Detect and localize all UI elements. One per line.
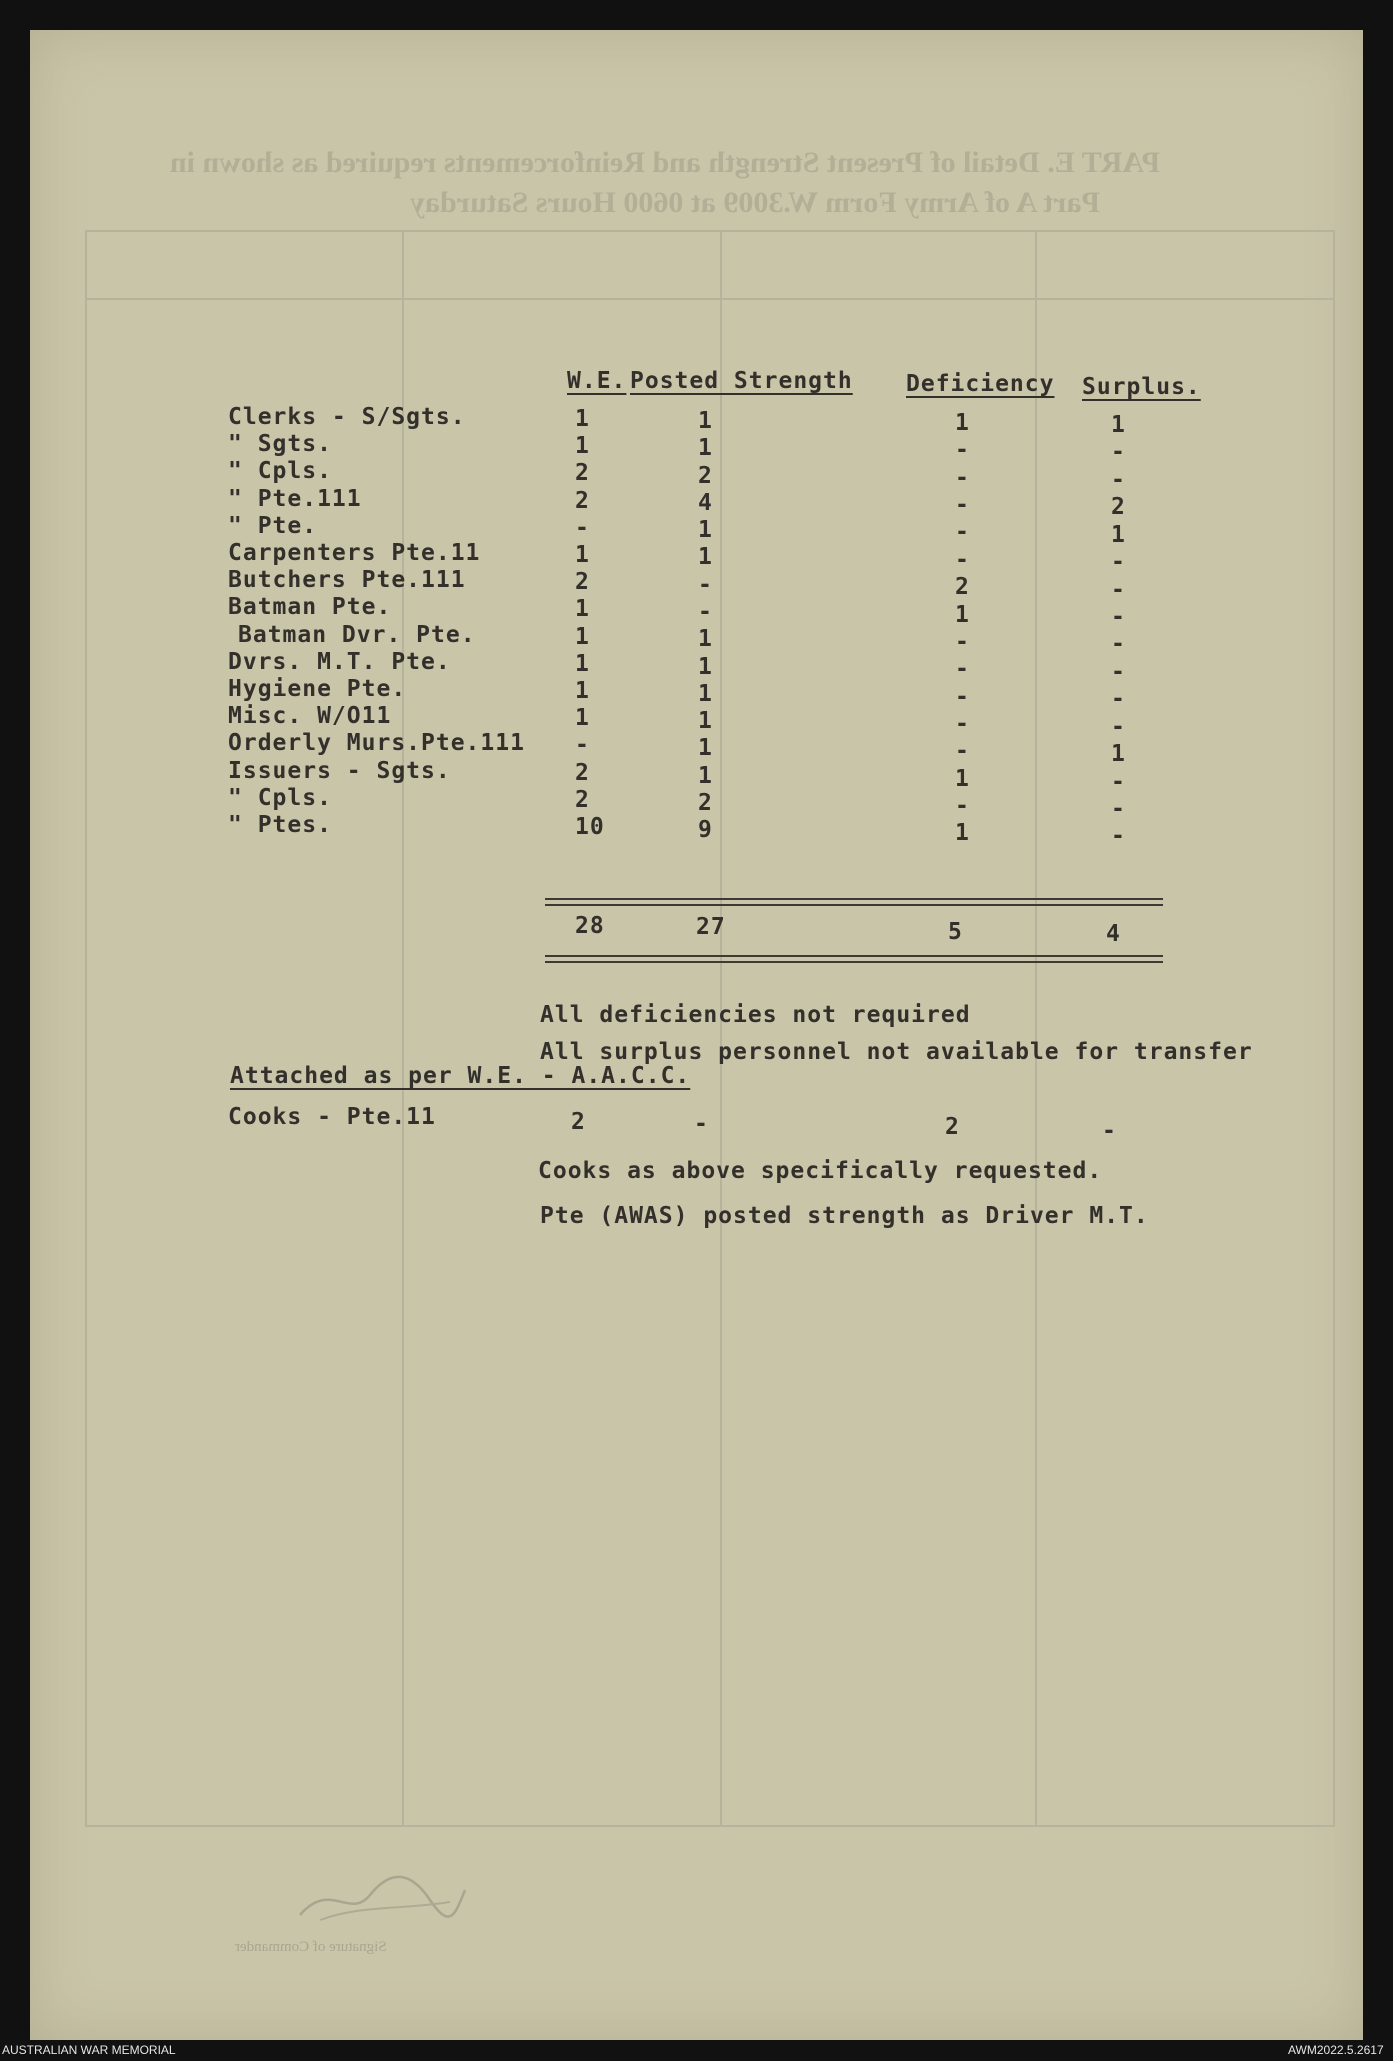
row-deficiency-cell: 2 xyxy=(955,574,970,601)
table-header-surplus: Surplus. xyxy=(1082,374,1201,400)
showthrough-rule xyxy=(85,1825,1335,1827)
row-label: Batman Dvr. Pte. xyxy=(238,621,476,648)
showthrough-signature-caption: Signature of Commander xyxy=(235,1939,387,1955)
row-posted-cell: 2 xyxy=(698,790,713,817)
row-posted-cell: 9 xyxy=(698,817,713,844)
totals-rule-bottom xyxy=(545,961,1163,963)
row-deficiency-cell: 1 xyxy=(955,820,970,847)
row-we-cell: 1 xyxy=(575,623,590,650)
total-we: 28 xyxy=(575,913,605,939)
document-sheet xyxy=(30,30,1363,2040)
row-deficiency-cell: 1 xyxy=(955,601,970,628)
showthrough-rule xyxy=(85,230,87,1825)
row-we-cell: 1 xyxy=(575,542,590,568)
row-deficiency-cell: - xyxy=(955,492,970,519)
row-posted-cell: 1 xyxy=(698,517,713,544)
row-deficiency-cell: - xyxy=(955,464,970,491)
row-deficiency-cell: - xyxy=(955,656,970,683)
attached-label: Cooks - Pte.11 xyxy=(228,1104,436,1130)
row-label: " Cpls. xyxy=(228,784,332,811)
row-deficiency-cell: - xyxy=(955,628,970,655)
row-surplus-cell: - xyxy=(1111,549,1126,576)
row-posted-cell: 1 xyxy=(698,653,713,680)
row-surplus-cell: - xyxy=(1111,686,1126,713)
total-surplus: 4 xyxy=(1106,921,1121,947)
row-we-cell: - xyxy=(575,732,590,759)
row-deficiency-cell: 1 xyxy=(955,765,970,792)
row-we-cell: 2 xyxy=(575,487,590,514)
row-posted-cell: 2 xyxy=(698,462,713,489)
row-surplus-cell: 1 xyxy=(1111,521,1126,548)
attached-heading: Attached as per W.E. - A.A.C.C. xyxy=(230,1063,691,1089)
total-posted: 27 xyxy=(696,914,726,940)
row-label: " Cpls. xyxy=(228,458,332,485)
attached-we: 2 xyxy=(571,1109,586,1135)
attached-deficiency: 2 xyxy=(945,1114,960,1140)
attached-surplus: - xyxy=(1102,1118,1117,1144)
row-posted-cell: - xyxy=(698,571,713,598)
row-surplus-cell: - xyxy=(1111,768,1126,795)
row-we-cell: 1 xyxy=(575,406,590,432)
showthrough-rule xyxy=(1333,230,1335,1825)
row-posted-cell: 1 xyxy=(698,544,713,571)
row-posted-cell: 1 xyxy=(698,762,713,789)
row-surplus-cell: - xyxy=(1111,576,1126,603)
remark-awas: Pte (AWAS) posted strength as Driver M.T. xyxy=(540,1203,1149,1229)
archive-caption-left: AUSTRALIAN WAR MEMORIAL xyxy=(2,2043,176,2057)
row-deficiency-cell: - xyxy=(955,710,970,737)
row-surplus-cell: - xyxy=(1111,631,1126,658)
row-deficiency-cell: 1 xyxy=(955,410,970,436)
row-surplus-cell: - xyxy=(1111,466,1126,493)
remark-cooks: Cooks as above specifically requested. xyxy=(538,1158,1103,1184)
archive-caption-right: AWM2022.5.2617 xyxy=(1288,2043,1384,2057)
row-surplus-cell: - xyxy=(1111,658,1126,685)
row-surplus-cell: - xyxy=(1111,795,1126,822)
row-posted-cell: 1 xyxy=(698,708,713,735)
table-header-deficiency: Deficiency xyxy=(906,371,1055,397)
row-posted-cell: 1 xyxy=(698,408,713,434)
showthrough-title-2: Part A of Army Form W.3009 at 0600 Hours Saturday xyxy=(410,186,1100,219)
row-we-cell: 2 xyxy=(575,786,590,813)
row-posted-cell: 1 xyxy=(698,435,713,462)
row-label: " Pte. xyxy=(228,512,318,539)
row-deficiency-cell: - xyxy=(955,683,970,710)
signature-scribble xyxy=(290,1860,470,1930)
row-label: Misc. W/O11 xyxy=(228,703,392,730)
showthrough-rule xyxy=(85,298,1335,300)
total-deficiency: 5 xyxy=(948,919,963,945)
attached-posted: - xyxy=(694,1111,709,1137)
row-deficiency-cell: - xyxy=(955,738,970,765)
totals-rule-top xyxy=(545,904,1163,906)
row-we-cell: 10 xyxy=(575,814,605,840)
row-we-cell: 1 xyxy=(575,705,590,732)
row-deficiency-cell: - xyxy=(955,793,970,819)
row-deficiency-cell: - xyxy=(955,519,970,546)
row-surplus-cell: 1 xyxy=(1111,412,1126,438)
row-we-cell: 2 xyxy=(575,460,590,487)
row-label: " Pte.111 xyxy=(228,485,362,512)
row-surplus-cell: - xyxy=(1111,439,1126,466)
row-surplus-cell: - xyxy=(1111,823,1126,850)
row-label: Batman Pte. xyxy=(228,594,392,621)
row-we-cell: 1 xyxy=(575,650,590,677)
note-deficiencies: All deficiencies not required xyxy=(540,1002,971,1028)
row-we-cell: 1 xyxy=(575,678,590,704)
row-we-cell: 2 xyxy=(575,759,590,786)
row-label: Butchers Pte.111 xyxy=(228,567,466,594)
table-header-posted: Posted Strength xyxy=(630,368,853,394)
showthrough-rule xyxy=(1035,230,1037,1825)
row-label: " Ptes. xyxy=(228,812,332,838)
row-posted-cell: - xyxy=(698,599,713,626)
row-label: Carpenters Pte.11 xyxy=(228,540,481,566)
row-we-cell: 1 xyxy=(575,596,590,623)
row-deficiency-cell: - xyxy=(955,437,970,464)
row-label: Hygiene Pte. xyxy=(228,676,407,702)
row-we-cell: - xyxy=(575,514,590,541)
row-label: Dvrs. M.T. Pte. xyxy=(228,648,451,675)
row-label: Clerks - S/Sgts. xyxy=(228,404,466,430)
showthrough-rule xyxy=(85,230,1335,232)
totals-rule-bottom xyxy=(545,955,1163,957)
row-surplus-cell: 1 xyxy=(1111,741,1126,768)
totals-rule-top xyxy=(545,898,1163,900)
row-posted-cell: 1 xyxy=(698,735,713,762)
row-surplus-cell: - xyxy=(1111,603,1126,630)
showthrough-title-1: PART E. Detail of Present Strength and Reinforcements required as shown in xyxy=(170,146,1161,179)
row-label: " Sgts. xyxy=(228,431,332,458)
row-surplus-cell: 2 xyxy=(1111,494,1126,521)
row-posted-cell: 4 xyxy=(698,489,713,516)
row-posted-cell: 1 xyxy=(698,626,713,653)
row-label: Issuers - Sgts. xyxy=(228,757,451,784)
table-header-we: W.E. xyxy=(567,368,627,394)
row-surplus-cell: - xyxy=(1111,713,1126,740)
showthrough-rule xyxy=(402,230,404,1825)
row-label: Orderly Murs.Pte.111 xyxy=(228,730,525,757)
row-deficiency-cell: - xyxy=(955,546,970,573)
row-we-cell: 2 xyxy=(575,569,590,596)
row-we-cell: 1 xyxy=(575,433,590,460)
note-surplus: All surplus personnel not available for transfer xyxy=(540,1039,1253,1065)
row-posted-cell: 1 xyxy=(698,680,713,707)
